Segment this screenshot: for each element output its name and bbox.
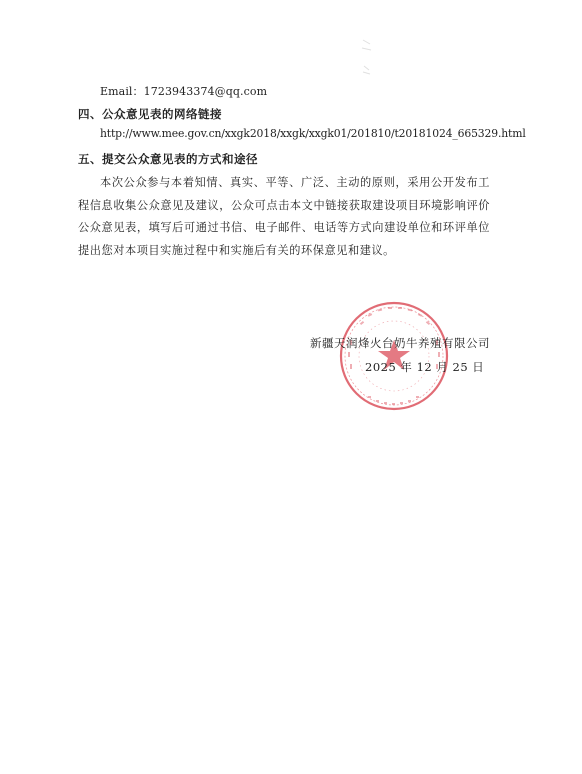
issuer-company-name: 新疆天润烽火台奶牛养殖有限公司	[310, 336, 490, 350]
contact-email: Email：1723943374@qq.com	[100, 85, 268, 98]
section-heading-submission: 五、提交公众意见表的方式和途径	[78, 152, 258, 166]
scan-artifact	[360, 38, 374, 78]
issue-date: 2025 年 12 月 25 日	[365, 360, 485, 374]
official-seal-stamp	[338, 300, 450, 412]
questionnaire-link[interactable]: http://www.mee.gov.cn/xxgk2018/xxgk/xxgk01/201810/t20181024_665329.html	[100, 127, 526, 140]
submission-paragraph: 本次公众参与本着知情、真实、平等、广泛、主动的原则，采用公开发布工程信息收集公众意见及建议，公众可点击本文中链接获取建设项目环境影响评价公众意见表，填写后可通过书信、电子邮件、电话等方式向建设单位和环评单位提出您对本项目实施过程中和实施后有关的环保意见和建议。	[78, 176, 490, 257]
section-heading-online-link: 四、公众意见表的网络链接	[78, 107, 222, 121]
